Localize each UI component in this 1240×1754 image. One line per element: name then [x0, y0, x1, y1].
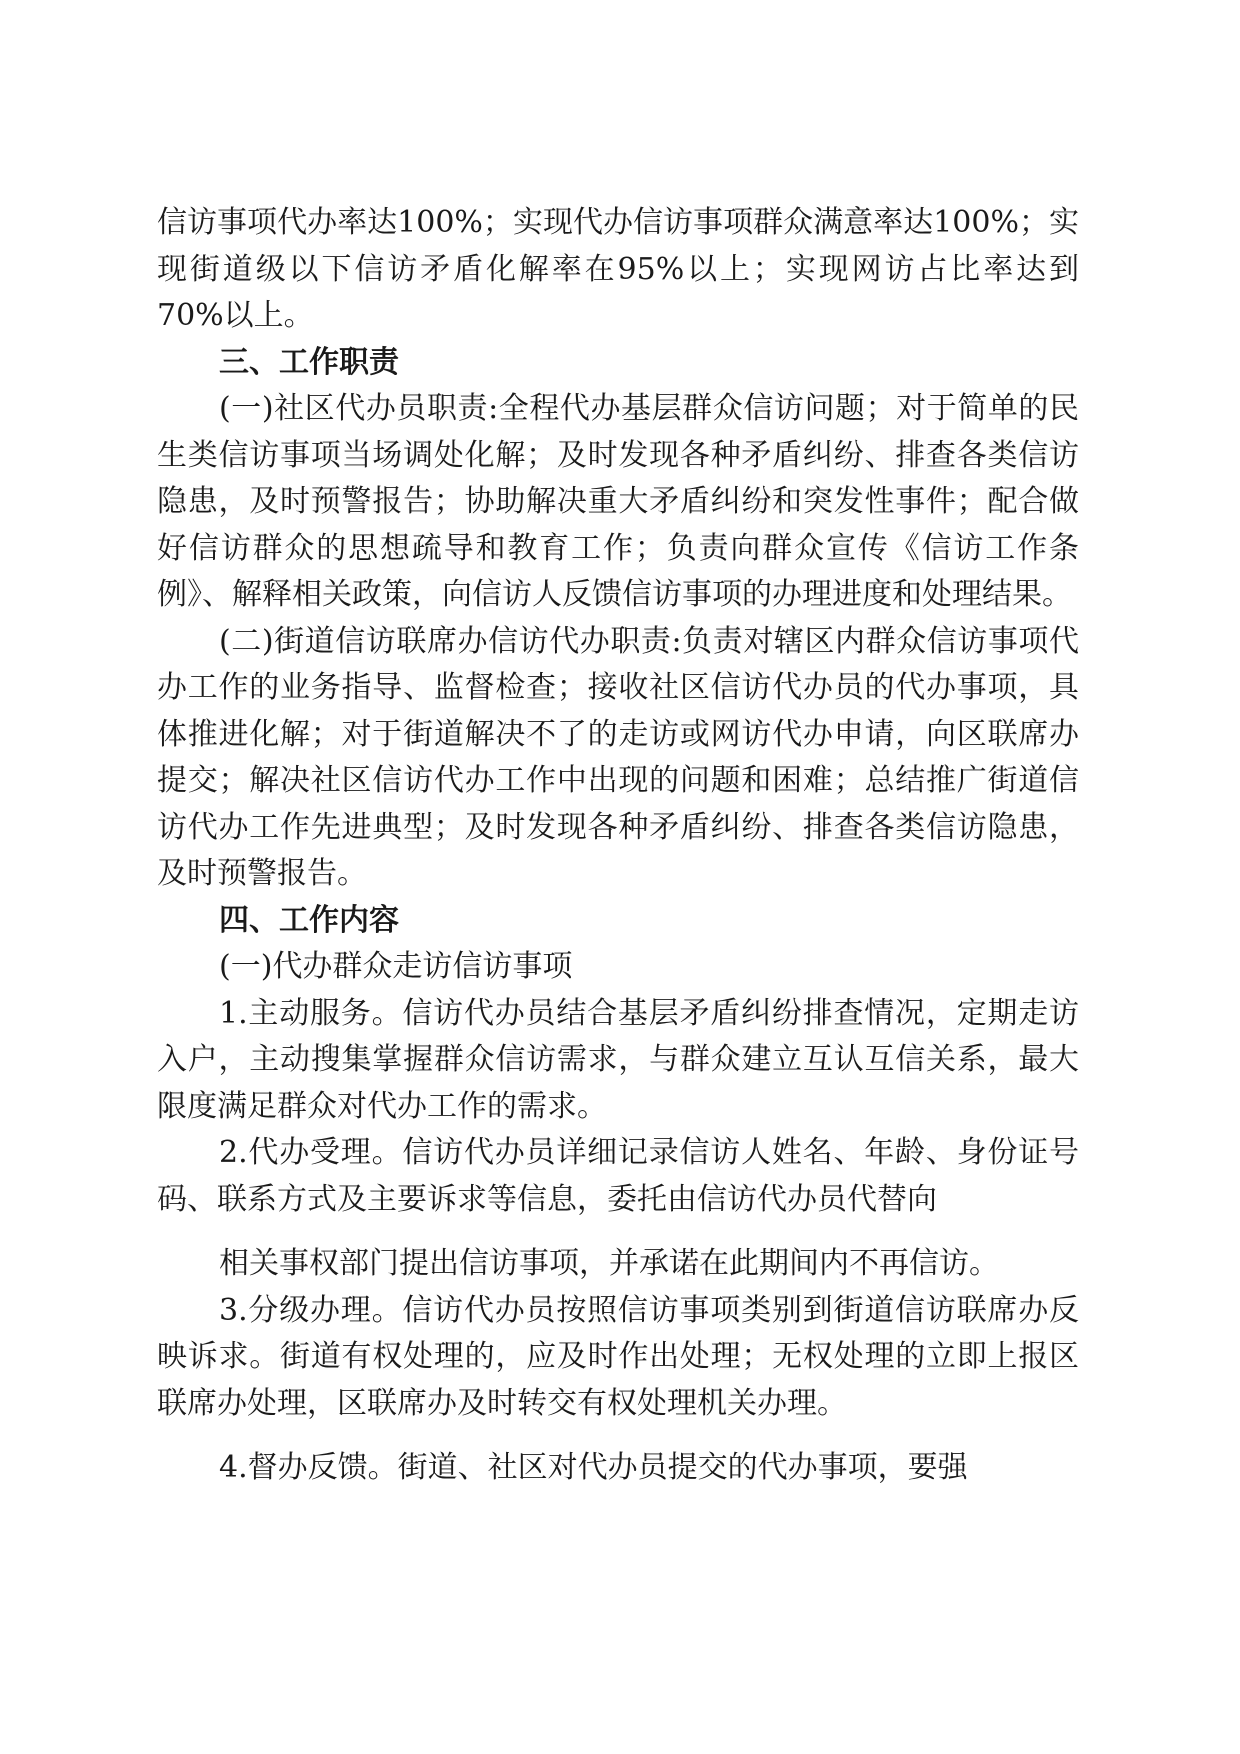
paragraph-supervision-feedback: 4.督办反馈。街道、社区对代办员提交的代办事项，要强: [219, 1450, 968, 1485]
paragraph-proactive-service: 1.主动服务。信访代办员结合基层矛盾纠纷排查情况，定期走访入户，主动搜集掌握群众信访需求，与群众建立互认互信关系，最大限度满足群众对代办工作的需求。: [157, 995, 1079, 1124]
paragraph-targets: 信访事项代办率达100%；实现代办信访事项群众满意率达100%；实现街道级以下信访矛盾化解率在95%以上；实现网访占比率达到 70%以上。: [157, 205, 1079, 333]
paragraph-gap: [157, 1223, 1079, 1241]
paragraph-graded-handling: 3.分级办理。信访代办员按照信访事项类别到街道信访联席办反映诉求。街道有权处理的，应及时作出处理；无权处理的立即上报区联席办处理，区联席办及时转交有权处理机关办理。: [157, 1292, 1079, 1421]
paragraph-street-office-duties: (二)街道信访联席办信访代办职责:负责对辖区内群众信访事项代办工作的业务指导、监督检查；接收社区信访代办员的代办事项，具体推进化解；对于街道解决不了的走访或网访代办申请，向区联席办提交；解决社区信访代办工作中出现的问题和困难；总结推广街道信访代办工作先进典型；及时发现各种矛盾纠纷、排查各类信访隐患，及时预警报告。: [157, 623, 1079, 891]
paragraph-agency-acceptance: 2.代办受理。信访代办员详细记录信访人姓名、年龄、身份证号码、联系方式及主要诉求等信息，委托由信访代办员代替向: [157, 1135, 1079, 1217]
subsection-heading-visits: (一)代办群众走访信访事项: [219, 949, 573, 984]
section-heading-responsibilities: 三、工作职责: [219, 344, 399, 380]
paragraph-acceptance-continued: 相关事权部门提出信访事项，并承诺在此期间内不再信访。: [219, 1246, 999, 1281]
document-body: [157, 200, 1079, 1492]
section-heading-work-content: 四、工作内容: [219, 902, 399, 938]
paragraph-gap-2: [157, 1427, 1079, 1445]
paragraph-community-agent-duties: (一)社区代办员职责:全程代办基层群众信访问题；对于简单的民生类信访事项当场调处化解；及时发现各种矛盾纠纷、排查各类信访隐患，及时预警报告；协助解决重大矛盾纠纷和突发性事件；配合做好信访群众的思想疏导和教育工作；负责向群众宣传《信访工作条例》、解释相关政策，向信访人反馈信访事项的办理进度和处理结果。: [157, 391, 1079, 612]
